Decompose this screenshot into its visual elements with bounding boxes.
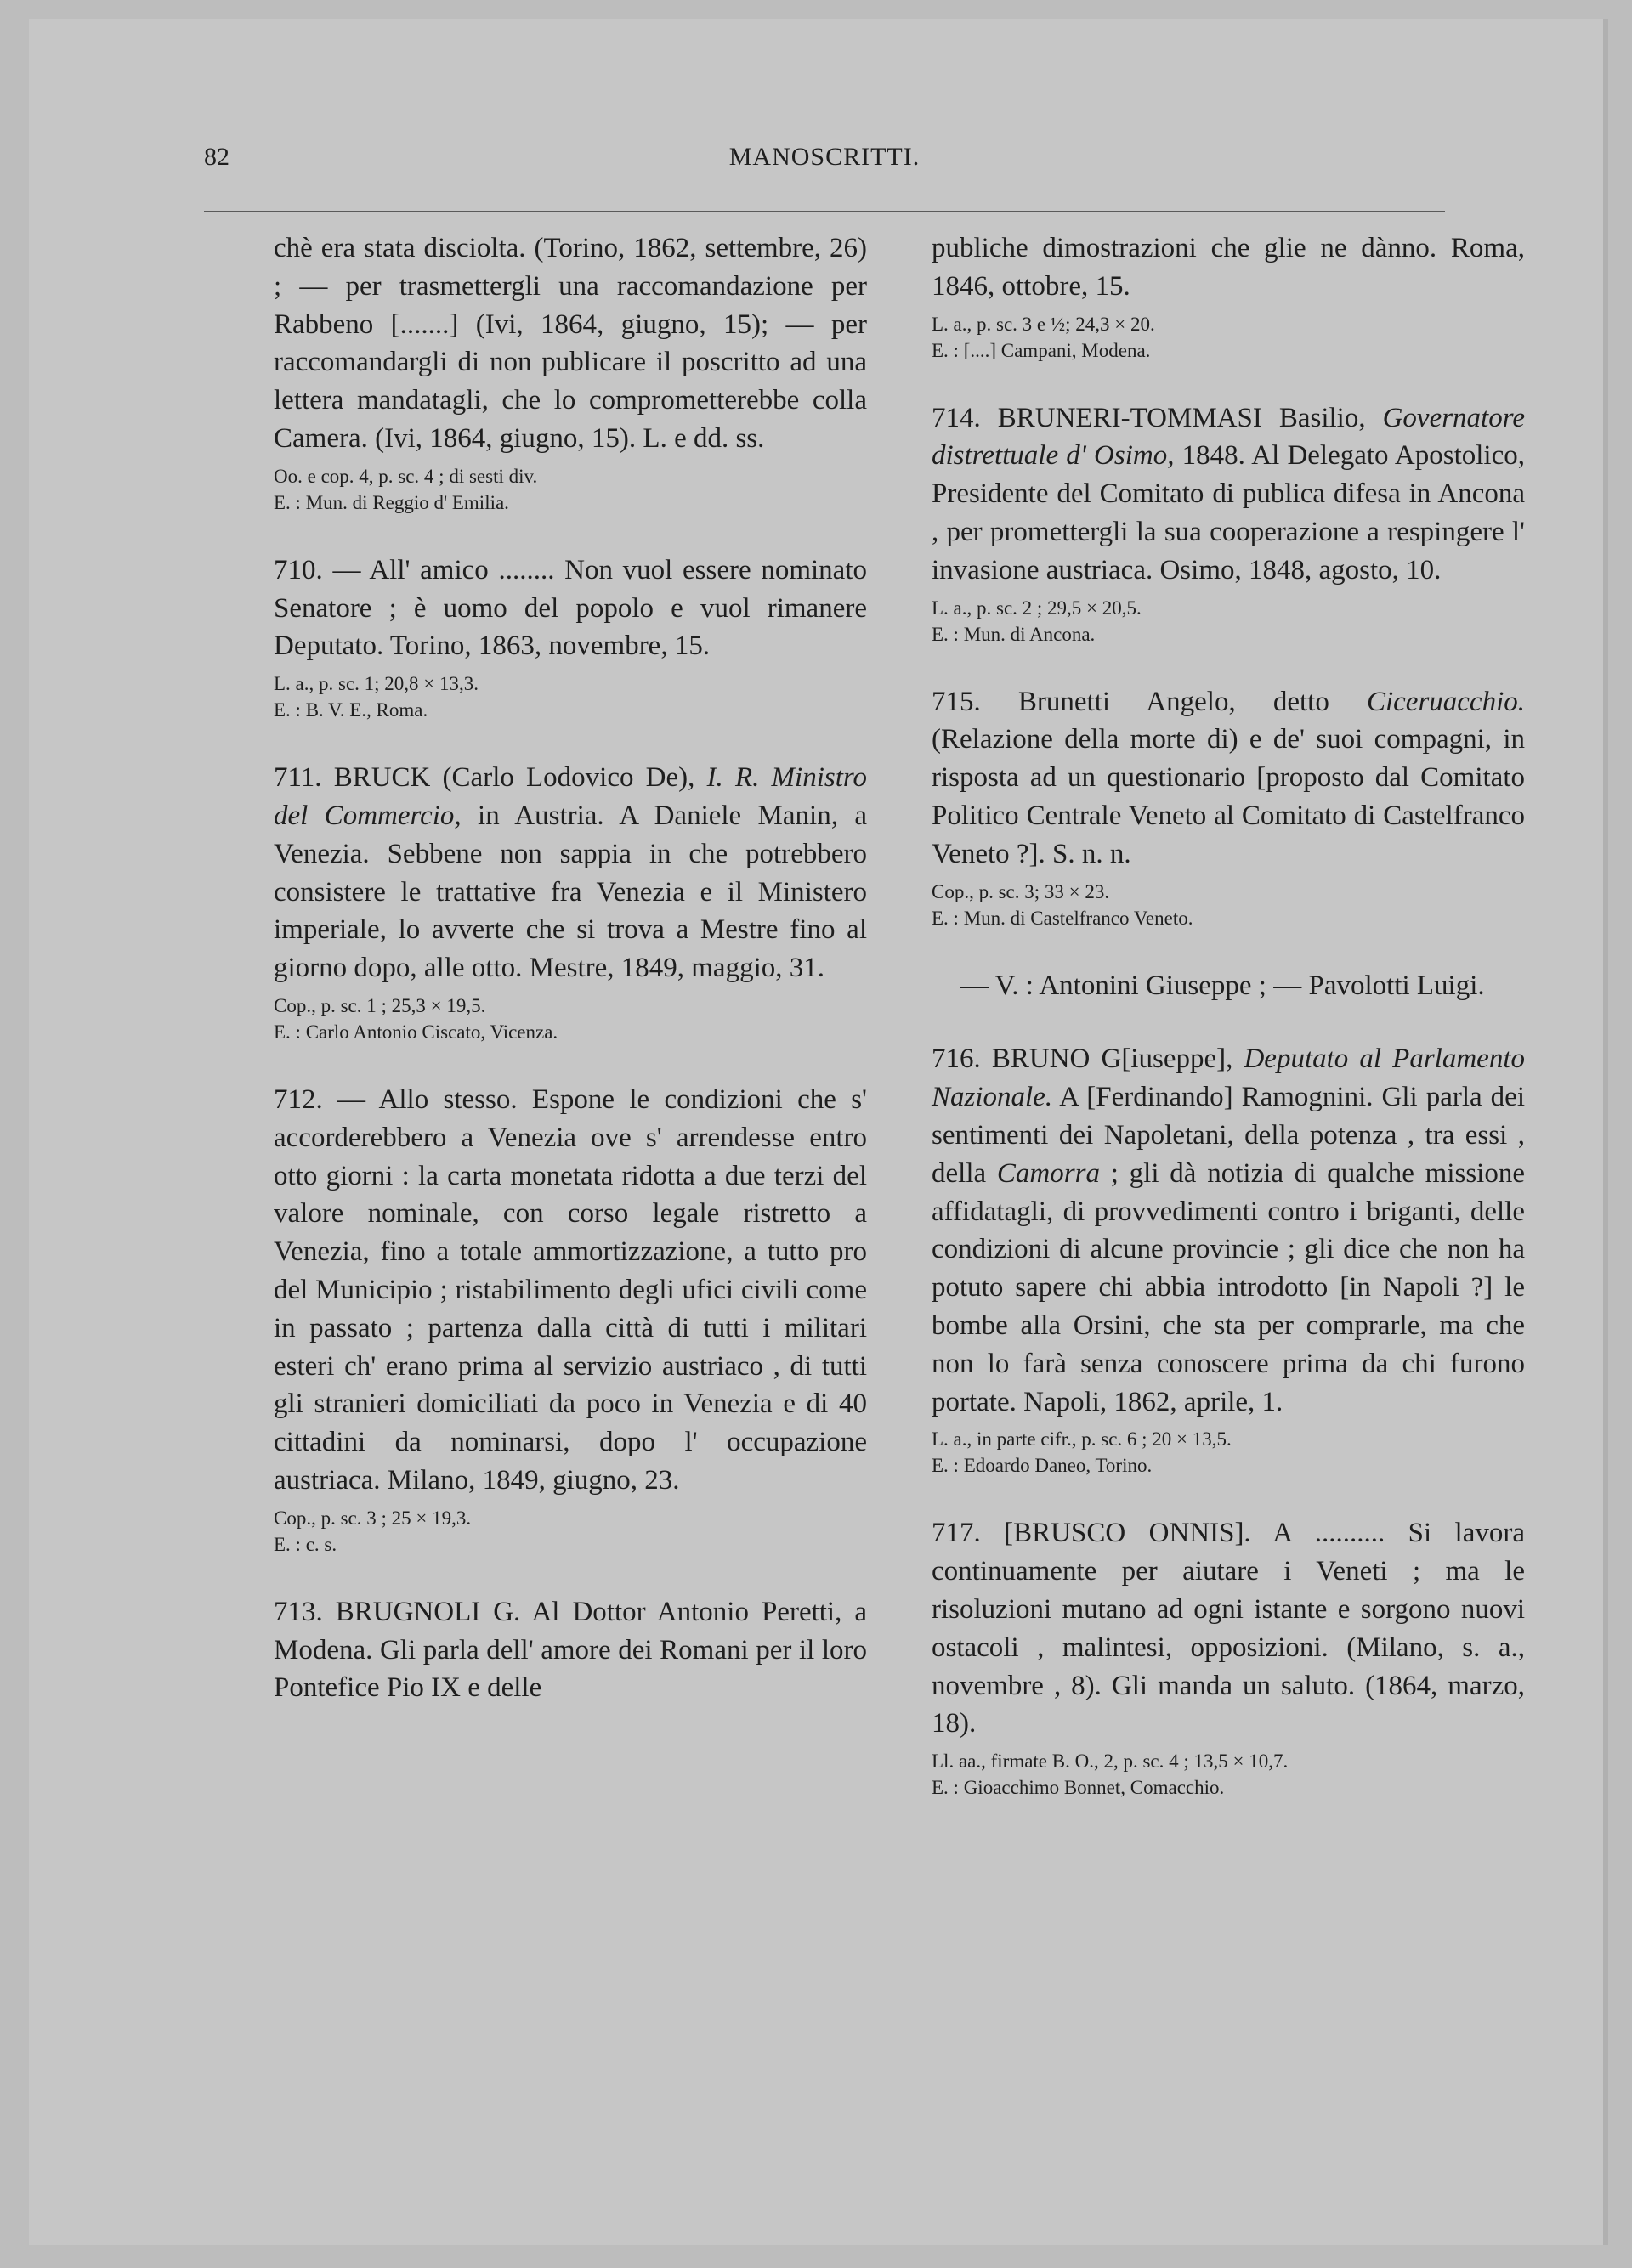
entry-text — [932, 1040, 1525, 1421]
entry-text — [274, 759, 867, 987]
entry-body: A [Ferdinando] Ramognini. Gli parla dei sentimenti dei Napoletani, della potenza , tra essi , della — [932, 1082, 1525, 1189]
entry-body: 1848. Al Delegato Apostolico, Presidente del Comitato di publica difesa in Ancona , per promettergli la sua cooperazione a respingere l' invasione austriaca. Osimo, 1848, agosto, 10. — [932, 440, 1525, 585]
meta-description: L. a., in parte cifr., p. sc. 6 ; 20 × 13,5. — [932, 1428, 1232, 1451]
meta-description: L. a., p. sc. 2 ; 29,5 × 20,5. — [932, 597, 1142, 619]
entry-text: 710. — All' amico ........ Non vuol essere nominato Senatore ; è uomo del popolo e vuol rimanere Deputato. Torino, 1863, novembre, 15. — [274, 554, 867, 662]
meta-owner: E. : Edoardo Daneo, Torino. — [932, 1455, 1153, 1477]
meta-owner: E. : Mun. di Reggio d' Emilia. — [274, 491, 509, 513]
entry-lead: 716. BRUNO G[iuseppe], — [932, 1044, 1244, 1075]
entry-713 — [274, 1593, 867, 1707]
meta-description: Ll. aa., firmate B. O., 2, p. sc. 4 ; 13,5 × 10,7. — [932, 1750, 1289, 1773]
meta-description: L. a., p. sc. 3 e ½; 24,3 × 20. — [932, 313, 1155, 335]
entry-meta — [274, 993, 867, 1045]
entry-body-cont: ; gli dà notizia di qualche missione affidatagli, di provvedimenti contro i briganti, delle condizioni di alcune provincie ; gli dice che non ha potuto sapere chi abbia introdotto [in Napoli ?] le bombe alla Orsini, che sta per comprarle, ma che non lo farà senza conoscere prima da chi furono portate. Napoli, 1862, aprile, 1. — [932, 1157, 1525, 1417]
running-title: MANOSCRITTI. — [728, 143, 921, 171]
meta-owner: E. : [....] Campani, Modena. — [932, 339, 1151, 361]
entry-meta — [274, 670, 867, 723]
entry-text: 717. [BRUSCO ONNIS]. A .......... Si lavora continuamente per aiutare i Veneti ; ma le risoluzioni mutano ad ogni istante e sorgono nuovi ostacoli , malintesi, opposizioni. (Milano, s. a., novembre , 8). Gli manda un saluto. (1864, marzo, 18). — [932, 1518, 1525, 1739]
entry-lead: 715. Brunetti Angelo, detto — [932, 686, 1367, 717]
entry-title: Deputato al Parlamento Nazionale. — [932, 1044, 1525, 1113]
entry-title: Governatore distrettuale d' Osimo, — [932, 402, 1525, 472]
entry-meta — [274, 1505, 867, 1558]
page-number: 82 — [204, 143, 230, 171]
entry-716 — [932, 1040, 1525, 1479]
entry-715 — [932, 683, 1525, 931]
meta-description: Oo. e cop. 4, p. sc. 4 ; di sesti div. — [274, 465, 538, 487]
meta-owner: E. : Mun. di Ancona. — [932, 623, 1096, 645]
entry-body: in Austria. A Daniele Manin, a Venezia. Sebbene non sappia in che potrebbero consistere le trattative fra Venezia e il Ministero imperiale, lo avverte che si trova a Mestre fino al giorno dopo, alle otto. Mestre, 1849, maggio, 31. — [274, 800, 867, 984]
entry-710 — [274, 551, 867, 723]
entry-meta — [932, 1748, 1525, 1801]
right-column — [932, 229, 1525, 1801]
left-column — [274, 229, 867, 1707]
entry-text: publiche dimostrazioni che glie ne dànno. Roma, 1846, ottobre, 15. — [932, 233, 1525, 302]
entry-717 — [932, 1514, 1525, 1801]
entry-lead: 714. BRUNERI-TOMMASI Basilio, — [932, 402, 1383, 433]
entry-title: Ciceruacchio. — [1366, 686, 1525, 717]
entry-text: 713. BRUGNOLI G. Al Dottor Antonio Peretti, a Modena. Gli parla dell' amore dei Romani per il loro Pontefice Pio IX e delle — [274, 1596, 867, 1704]
entry-meta — [274, 463, 867, 516]
entry-continuation — [932, 229, 1525, 364]
entry-title: I. R. Ministro del Commercio, — [274, 762, 867, 831]
meta-owner: E. : Mun. di Castelfranco Veneto. — [932, 907, 1193, 929]
entry-text: 712. — Allo stesso. Espone le condizioni che s' accorderebbero a Venezia ove s' arrendesse entro otto giorni : la carta monetata ridotta a due terzi del valore nominale, con corso legale ristretto a Venezia, fino a totale ammortizzazione, a tutto pro del Municipio ; ristabilimento degli ufici civili come in passato ; partenza dalla città di tutti i militari esteri ch' erano prima al servizio austriaco , di tutti gli stranieri domiciliati da poco in Venezia e di 40 cittadini da nominarsi, dopo l' occupazione austriaca. Milano, 1849, giugno, 23. — [274, 1083, 867, 1496]
entry-meta — [932, 311, 1525, 364]
meta-owner: E. : B. V. E., Roma. — [274, 699, 428, 721]
entry-meta — [932, 879, 1525, 931]
header-rule — [204, 211, 1445, 212]
meta-description: L. a., p. sc. 1; 20,8 × 13,3. — [274, 673, 479, 695]
entry-text — [932, 399, 1525, 590]
entry-meta — [932, 595, 1525, 648]
entry-continuation — [274, 229, 867, 516]
entry-meta — [932, 1426, 1525, 1479]
entry-714 — [932, 399, 1525, 648]
entry-text — [932, 683, 1525, 874]
meta-description: Cop., p. sc. 1 ; 25,3 × 19,5. — [274, 994, 486, 1016]
page-header — [204, 126, 1445, 177]
entry-lead: 711. BRUCK (Carlo Lodovico De), — [274, 762, 707, 794]
meta-owner: E. : c. s. — [274, 1533, 337, 1555]
see-also-text: — V. : Antonini Giuseppe ; — Pavolotti Luigi. — [960, 970, 1485, 1001]
entry-712 — [274, 1081, 867, 1558]
entry-711 — [274, 759, 867, 1045]
entry-text: chè era stata disciolta. (Torino, 1862, settembre, 26) ; — per trasmettergli una raccomandazione per Rabbeno [.......] (Ivi, 1864, giugno, 15); — per raccomandargli di non publicare il poscritto ad una lettera mandatagli, che lo comprometterebbe colla Camera. (Ivi, 1864, giugno, 15). L. e dd. ss. — [274, 233, 867, 454]
entry-emphasis: Camorra — [996, 1157, 1100, 1189]
meta-description: Cop., p. sc. 3; 33 × 23. — [932, 880, 1110, 902]
meta-owner: E. : Gioacchimo Bonnet, Comacchio. — [932, 1777, 1225, 1799]
meta-owner: E. : Carlo Antonio Ciscato, Vicenza. — [274, 1021, 558, 1043]
cross-reference — [932, 967, 1525, 1005]
meta-description: Cop., p. sc. 3 ; 25 × 19,3. — [274, 1507, 472, 1529]
entry-body: (Relazione della morte di) e de' suoi compagni, in risposta ad un questionario [proposto dal Comitato Politico Centrale Veneto al Comitato di Castelfranco Veneto ?]. S. n. n. — [932, 724, 1525, 869]
